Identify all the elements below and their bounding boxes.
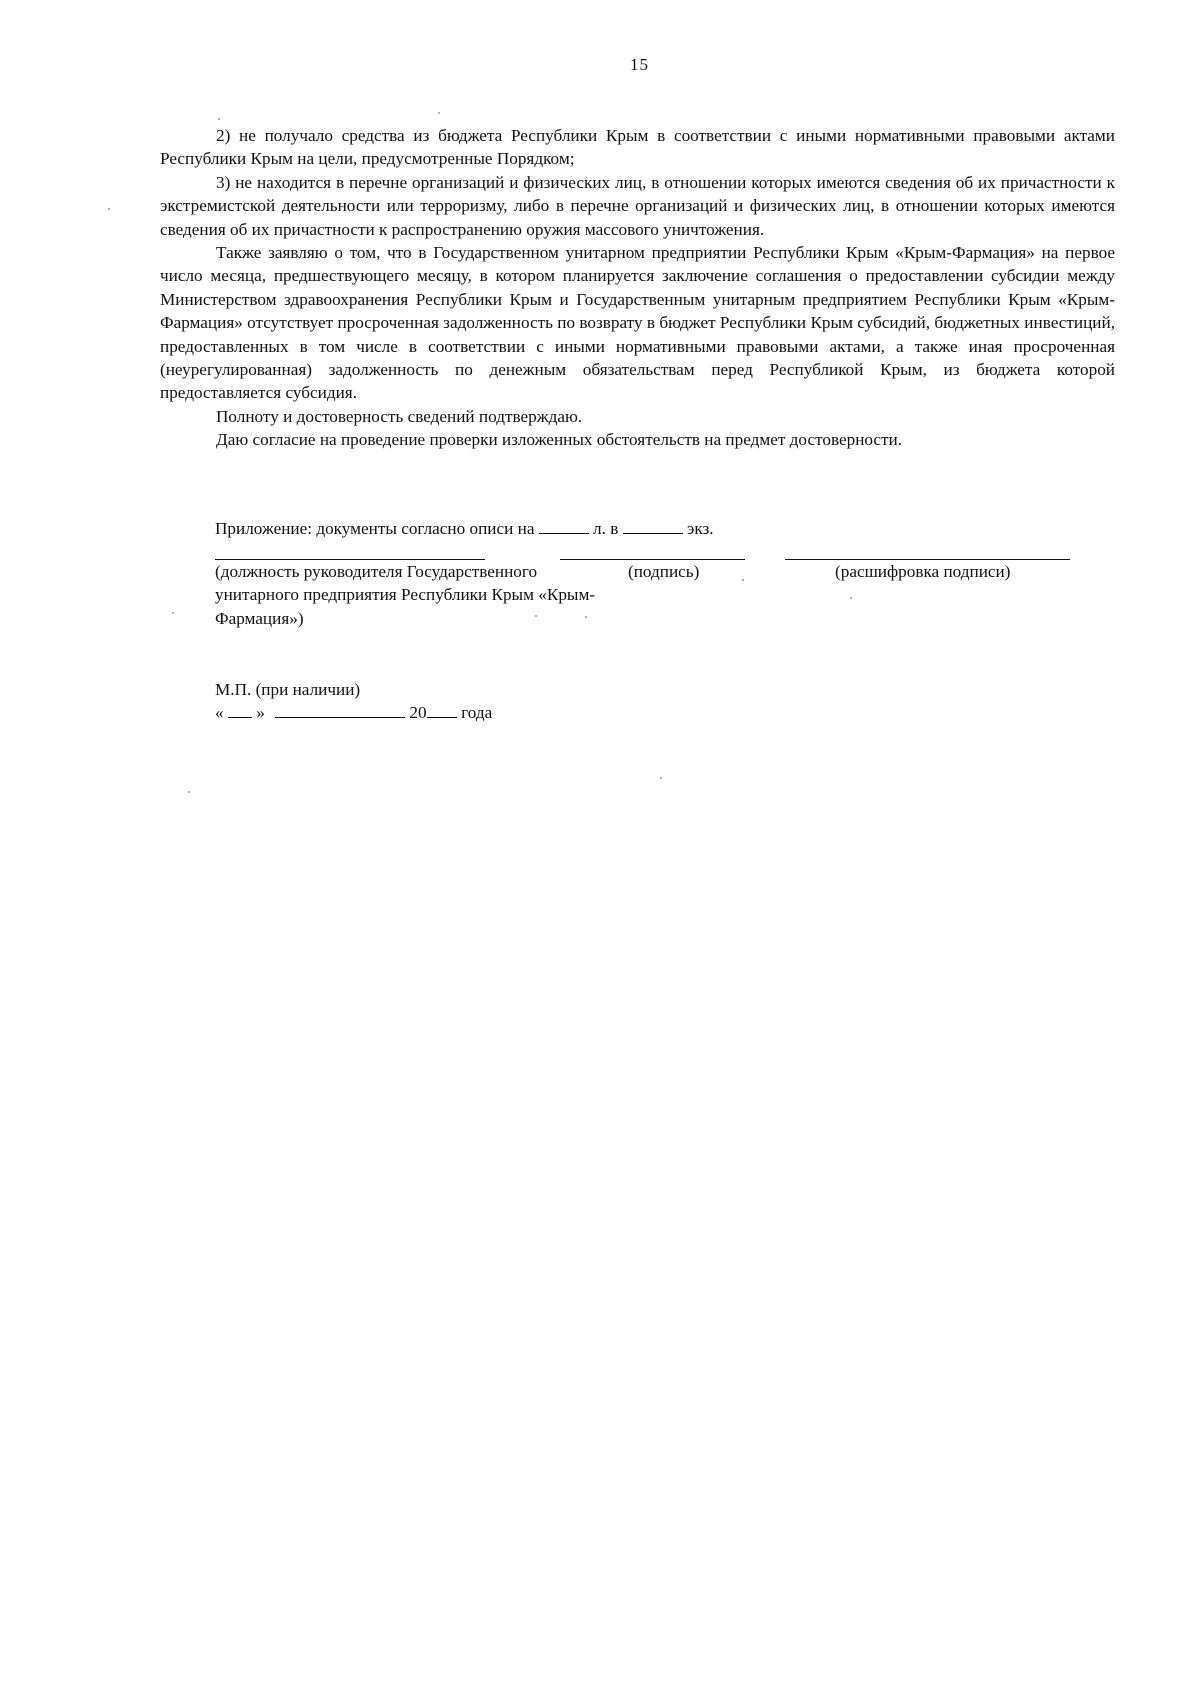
page-number: 15: [630, 55, 649, 74]
scan-speck: [850, 597, 852, 599]
scan-speck: [108, 208, 110, 210]
scan-speck: [535, 615, 537, 617]
date-suffix: года: [461, 703, 493, 722]
copies-blank[interactable]: [623, 517, 683, 534]
scan-speck: [188, 791, 190, 793]
attachment-line: [215, 517, 714, 539]
year-blank[interactable]: [427, 701, 457, 718]
scan-speck: [585, 616, 587, 618]
sheets-blank[interactable]: [539, 517, 589, 534]
attachment-prefix: Приложение: документы согласно описи на: [215, 519, 535, 538]
scan-speck: [742, 579, 744, 581]
document-body: [160, 124, 1115, 452]
paragraph-item-2: 2) не получало средства из бюджета Республики Крым в соответствии с иными нормативными правовыми актами Республики Крым на цели, предусмотренные Порядком;: [160, 126, 1115, 169]
sign-caption: (подпись): [628, 562, 700, 581]
scan-speck: [218, 118, 220, 120]
date-close-quote: »: [256, 703, 265, 722]
copies-label: экз.: [686, 519, 714, 538]
sheets-label: л. в: [593, 519, 619, 538]
month-blank[interactable]: [275, 701, 405, 718]
scan-speck: [172, 612, 174, 614]
scan-speck: [438, 112, 440, 114]
paragraph-item-3: 3) не находится в перечне организаций и физических лиц, в отношении которых имеются сведения об их причастности к экстремистской деятельности или терроризму, либо в перечне организаций и физических лиц, в отношении которых имеются сведения об их причастности к распространению оружия массового уничтожения.: [160, 172, 1115, 239]
date-open-quote: «: [215, 703, 224, 722]
paragraph-statement: Также заявляю о том, что в Государственном унитарном предприятии Республики Крым «Крым-Фармация» на первое число месяца, предшествующего месяцу, в котором планируется заключение соглашения о предоставлении субсидии между Министерством здравоохранения Республики Крым и Государственным унитарным предприятием Республики Крым «Крым-Фармация» отсутствует просроченная задолженность по возврату в бюджет Республики Крым субсидий, бюджетных инвестиций, предоставленных в том числе в соответствии с иными нормативными правовыми актами, а также иная просроченная (неурегулированная) задолженность по денежным обязательствам перед Республикой Крым, из бюджета которой предоставляется субсидия.: [160, 243, 1115, 403]
paragraph-confirmation: Полноту и достоверность сведений подтверждаю.: [216, 406, 583, 426]
day-blank[interactable]: [228, 701, 252, 718]
paragraph-consent: Даю согласие на проведение проверки изложенных обстоятельств на предмет достоверности.: [216, 430, 903, 450]
date-line: [215, 701, 492, 723]
scan-speck: [660, 777, 662, 779]
decode-caption: (расшифровка подписи): [835, 562, 1011, 581]
seal-label: М.П. (при наличии): [215, 680, 361, 699]
position-caption: (должность руководителя Государственного унитарного предприятия Республики Крым «Крым-Фармация»): [215, 562, 596, 628]
date-century: 20: [409, 703, 427, 722]
